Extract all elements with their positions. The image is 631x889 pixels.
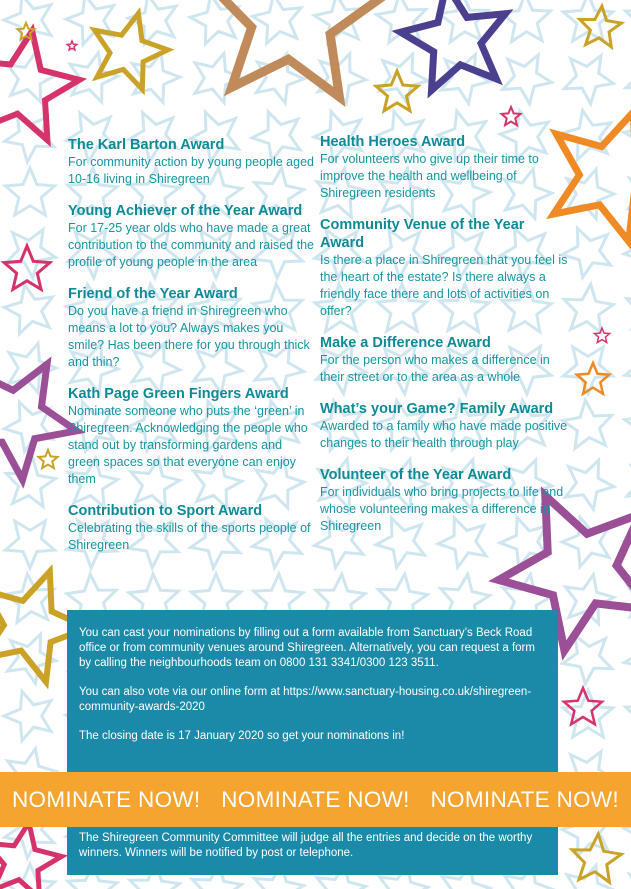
award-make-a-difference	[320, 334, 568, 386]
pale-star-icon	[128, 0, 176, 44]
pale-star-icon	[627, 284, 631, 333]
pale-star-icon	[627, 461, 631, 510]
award-title: What’s your Game? Family Award	[320, 401, 554, 417]
award-description: For 17-25 year olds who have made a great contribution to the community and raised the profile of young people in the area	[68, 221, 314, 269]
award-title: Young Achiever of the Year Award	[68, 203, 303, 219]
closing-date-text: The closing date is 17 January 2020 so get your nominations in!	[79, 730, 405, 742]
pale-star-icon	[626, 0, 631, 42]
pale-star-icon	[564, 284, 613, 332]
pale-star-icon	[626, 690, 631, 738]
award-community-venue	[320, 216, 568, 320]
pale-star-icon	[563, 400, 612, 448]
judging-text: The Shiregreen Community Committee will judge all the entries and decide on the worthy winners. Winners will be notified by post or telephone.	[79, 832, 533, 859]
pale-star-icon	[626, 56, 631, 104]
pale-star-icon	[501, 0, 550, 42]
pink-star-icon	[564, 688, 602, 724]
left-award-column	[68, 136, 316, 568]
award-title: Health Heroes Award	[320, 134, 466, 150]
pale-star-icon	[563, 347, 612, 394]
award-title: Volunteer of the Year Award	[320, 467, 512, 483]
award-young-achiever	[68, 202, 316, 271]
award-friend-of-year	[68, 285, 316, 371]
nominate-now-label: NOMINATE NOW!	[221, 786, 410, 812]
award-description: Is there a place in Shiregreen that you feel is the heart of the estate? Is there always a friendly face there and lots of activities on offer?	[320, 253, 568, 318]
pale-star-icon	[503, 55, 552, 104]
tiny-pink-star-icon	[67, 41, 77, 50]
pale-star-icon	[562, 228, 610, 277]
award-title: Make a Difference Award	[320, 335, 491, 351]
award-description: Nominate someone who puts the ‘green’ in Shiregreen. Acknowledging the people who stand out by transforming gardens and green spaces so that everyone can enjoy them	[68, 404, 308, 486]
award-title: Contribution to Sport Award	[68, 503, 263, 519]
pale-star-icon	[625, 346, 631, 394]
award-title: Friend of the Year Award	[68, 286, 238, 302]
pale-star-icon	[66, 0, 114, 44]
judging-info-box	[67, 827, 558, 875]
award-green-fingers	[68, 385, 316, 488]
pale-star-icon	[5, 168, 54, 215]
how-to-nominate-text: You can cast your nominations by filling out a form available from Sanctuary’s Beck Road office or from community venues around Shiregreen. Alternatively, you can request a form by calling the neighbourhoods team on 0800 131 3341/0300 123 3511.	[79, 627, 535, 669]
pale-star-icon	[132, 53, 180, 102]
nominate-now-banner	[0, 772, 631, 827]
pale-star-icon	[625, 400, 631, 448]
nominate-now-label: NOMINATE NOW!	[430, 786, 619, 812]
pale-star-icon	[624, 635, 631, 684]
pale-star-icon	[5, 521, 54, 568]
award-title: The Karl Barton Award	[68, 137, 225, 153]
award-description: Awarded to a family who have made positive changes to their health through play	[320, 419, 568, 450]
pale-star-icon	[252, 0, 301, 43]
award-description: Celebrating the skills of the sports people of Shiregreen	[68, 521, 311, 552]
award-description: For the person who makes a difference in their street or to the area as a whole	[320, 353, 550, 384]
nominate-now-label: NOMINATE NOW!	[12, 786, 201, 812]
award-family-game	[320, 400, 568, 452]
pale-star-icon	[314, 0, 363, 43]
award-title: Kath Page Green Fingers Award	[68, 386, 289, 402]
right-award-column	[320, 133, 568, 549]
award-title: Community Venue of the Year Award	[320, 217, 525, 251]
award-description: Do you have a friend in Shiregreen who means a lot to you? Always makes you smile? Has been there for you through thick and thin?	[68, 304, 310, 369]
small-gold-star-icon	[39, 450, 58, 468]
award-health-heroes	[320, 133, 568, 202]
award-description: For volunteers who give up their time to improve the health and wellbeing of Shiregreen residents	[320, 152, 539, 200]
award-description: For community action by young people aged 10-16 living in Shiregreen	[68, 155, 314, 186]
award-contribution-to-sport	[68, 502, 316, 554]
pale-star-icon	[566, 460, 614, 509]
pale-star-icon	[564, 56, 613, 104]
award-volunteer-of-year	[320, 466, 568, 535]
pale-star-icon	[4, 691, 51, 740]
award-description: For individuals who bring projects to life and whose volunteering makes a difference in Shiregreen	[320, 485, 564, 533]
nomination-info-box	[67, 610, 558, 772]
online-form-text[interactable]: You can also vote via our online form at https://www.sanctuary-housing.co.uk/shiregreen-community-awards-2020	[79, 686, 532, 713]
award-karl-barton	[68, 136, 316, 188]
